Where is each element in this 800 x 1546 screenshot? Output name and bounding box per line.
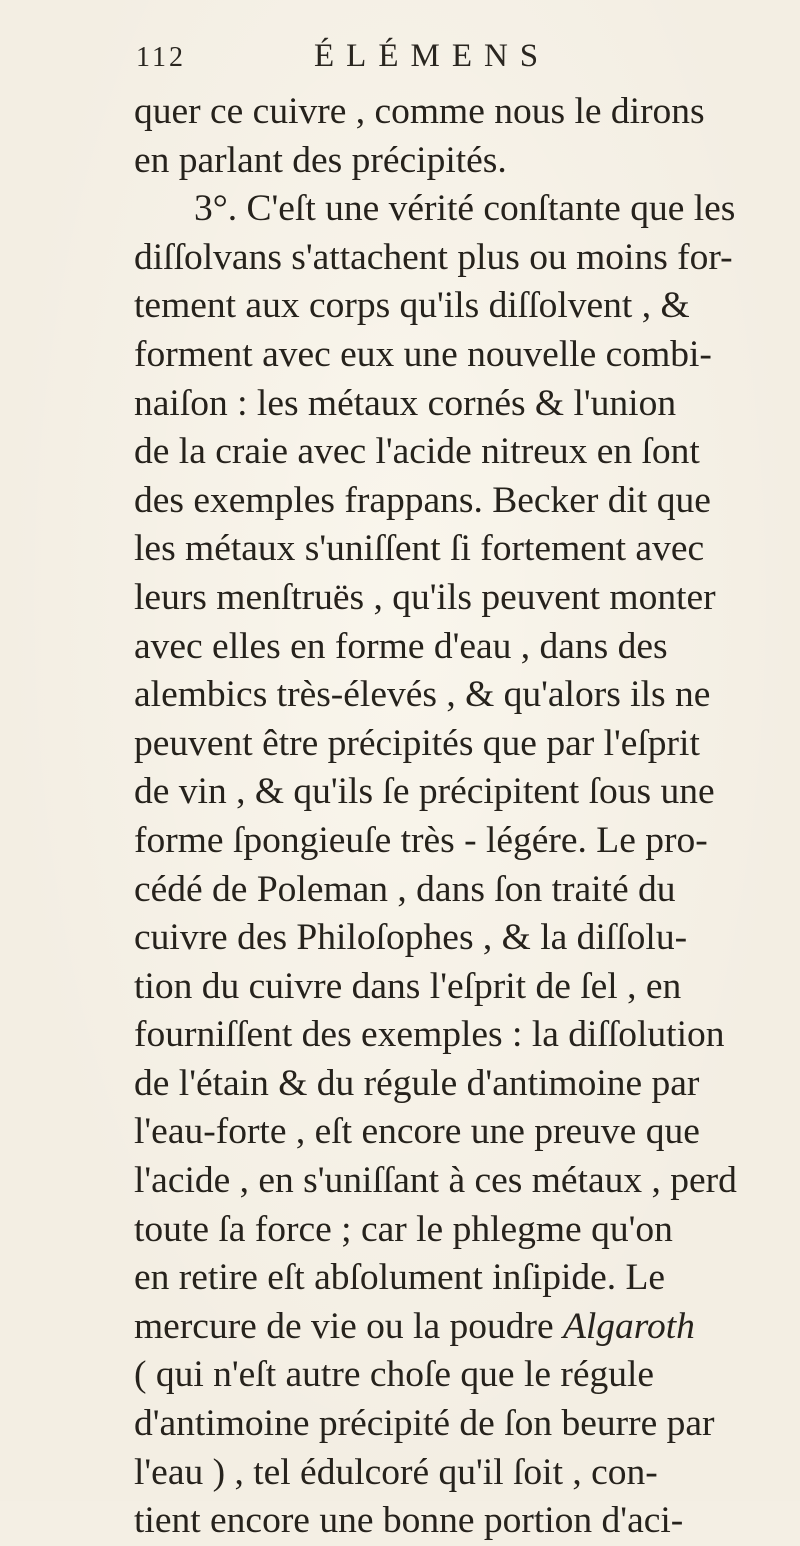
text-line <box>134 525 798 574</box>
running-head: ÉLÉMENS <box>314 38 551 74</box>
text-line-content: leurs menſtruës , qu'ils peuvent monter <box>134 576 716 618</box>
text-line-content: en parlant des précipités. <box>134 139 507 181</box>
text-line-content: fourniſſent des exemples : la diſſolution <box>134 1014 725 1056</box>
text-line-content: d'antimoine précipité de ſon beurre par <box>134 1403 715 1445</box>
text-line-content: tion du cuivre dans l'eſprit de ſel , en <box>134 965 682 1007</box>
text-line <box>134 380 798 429</box>
text-line-content: avec elles en forme d'eau , dans des <box>134 625 668 667</box>
text-line <box>134 428 798 477</box>
text-line-content: les métaux s'uniſſent ſi fortement avec <box>134 528 705 570</box>
text-line-content: mercure de vie ou la poudre <box>134 1305 563 1347</box>
text-line <box>134 137 798 186</box>
text-line <box>134 1011 798 1060</box>
text-line <box>134 768 798 817</box>
text-line-content: diſſolvans s'attachent plus ou moins for- <box>134 236 733 278</box>
text-line-content: des exemples frappans. Becker dit que <box>134 479 711 521</box>
text-line <box>134 1400 798 1449</box>
text-line-content: l'eau ) , tel édulcoré qu'il ſoit , con- <box>134 1451 658 1493</box>
text-line <box>134 720 798 769</box>
text-line-content: ( qui n'eſt autre choſe que le régule <box>134 1354 655 1396</box>
text-line-content: en retire eſt abſolument inſipide. Le <box>134 1257 666 1299</box>
page-header <box>136 36 606 84</box>
text-line-content: forment avec eux une nouvelle combi- <box>134 333 712 375</box>
text-line <box>134 1254 798 1303</box>
page-number: 112 <box>136 42 186 73</box>
text-line-content: toute ſa force ; car le phlegme qu'on <box>134 1208 673 1250</box>
text-line-content: cuivre des Philoſophes , & la diſſolu- <box>134 917 688 959</box>
text-line-content: de vin , & qu'ils ſe précipitent ſous une <box>134 771 715 813</box>
text-line <box>134 88 798 137</box>
text-line-content: l'acide , en s'uniſſant à ces métaux , perd <box>134 1160 737 1202</box>
text-line <box>134 1060 798 1109</box>
text-line-content: peuvent être précipités que par l'eſprit <box>134 722 700 764</box>
text-line <box>134 817 798 866</box>
text-line-content: l'eau-forte , eſt encore une preuve que <box>134 1111 700 1153</box>
text-line-content: 3°. C'eſt une vérité conſtante que les <box>194 188 736 230</box>
text-line <box>134 574 798 623</box>
text-line <box>134 282 798 331</box>
text-line <box>134 1497 798 1546</box>
text-line-content: cédé de Poleman , dans ſon traité du <box>134 868 676 910</box>
text-line <box>134 185 798 234</box>
text-line <box>134 963 798 1012</box>
text-line <box>134 1303 798 1352</box>
text-line <box>134 914 798 963</box>
text-line <box>134 623 798 672</box>
italic-term: Algaroth <box>562 1305 695 1347</box>
text-line <box>134 1108 798 1157</box>
text-line <box>134 1157 798 1206</box>
text-line <box>134 477 798 526</box>
text-line <box>134 866 798 915</box>
text-line <box>134 1351 798 1400</box>
text-line-content: naiſon : les métaux cornés & l'union <box>134 382 677 424</box>
text-line <box>134 331 798 380</box>
text-line-content: tient encore une bonne portion d'aci- <box>134 1500 684 1542</box>
text-line-content: alembics très-élevés , & qu'alors ils ne <box>134 674 711 716</box>
text-line-content: de l'étain & du régule d'antimoine par <box>134 1062 700 1104</box>
text-line-content: tement aux corps qu'ils diſſolvent , & <box>134 285 690 327</box>
text-line <box>134 1449 798 1498</box>
text-line <box>134 1206 798 1255</box>
text-line-content: forme ſpongieuſe très - légére. Le pro- <box>134 819 708 861</box>
text-line-content: quer ce cuivre , comme nous le dirons <box>134 91 705 132</box>
body-text <box>134 88 798 1546</box>
text-line <box>134 234 798 283</box>
text-line <box>134 671 798 720</box>
text-line-content: de la craie avec l'acide nitreux en ſont <box>134 431 700 473</box>
